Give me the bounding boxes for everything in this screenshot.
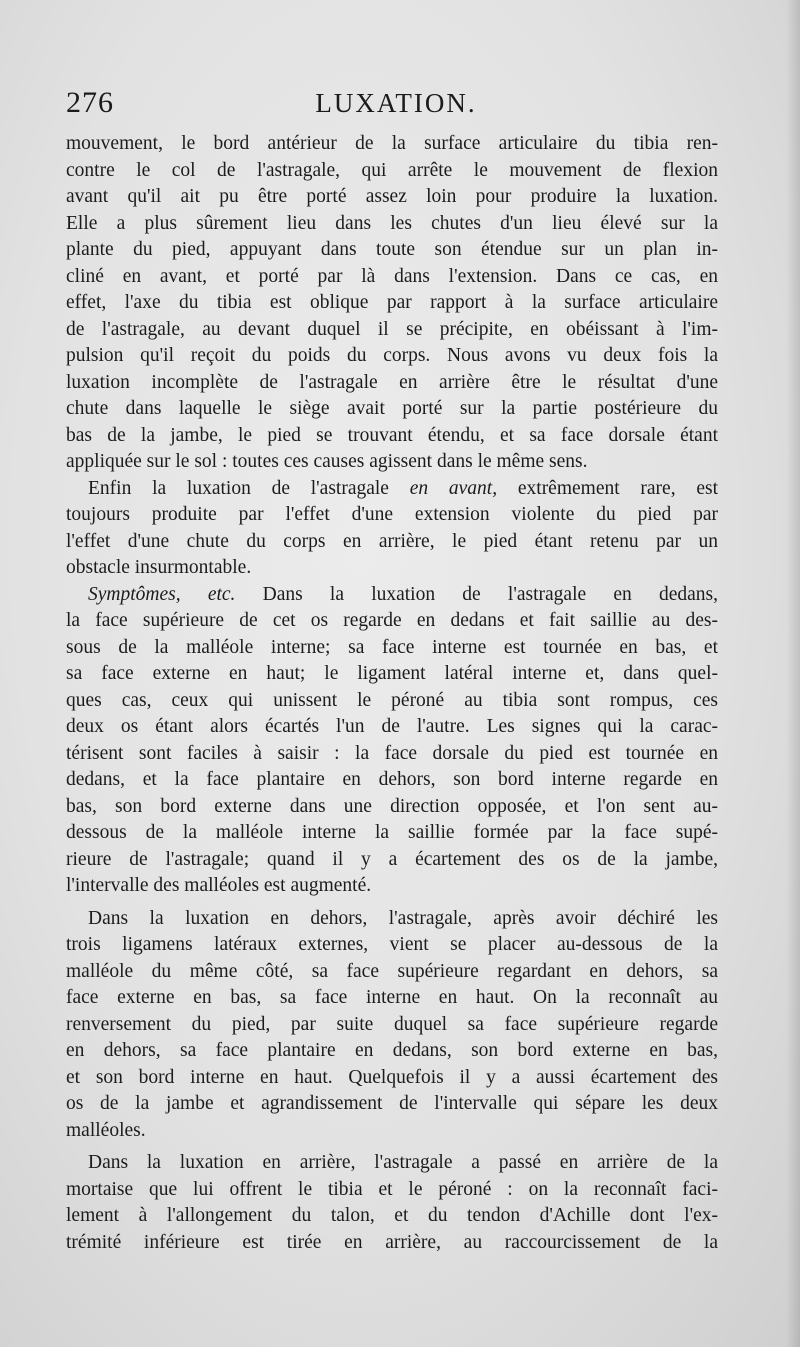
text-line: chute dans laquelle le siège avait porté sur la partie postérieure du <box>66 398 718 419</box>
section-heading-italic: Symptômes, etc. <box>88 583 236 605</box>
text-line: Dans la luxation en arrière, l'astragale a passé en arrière de la <box>88 1152 718 1173</box>
text-line: effet, l'axe du tibia est oblique par rapport à la surface articulaire <box>66 292 718 313</box>
text-line: de l'astragale, au devant duquel il se précipite, en obéissant à l'im- <box>66 318 718 340</box>
text-line: appliquée sur le sol : toutes ces causes agissent dans le même sens. <box>66 451 588 472</box>
text-line: toujours produite par l'effet d'une extension violente du pied par <box>66 504 718 525</box>
text-line: l'effet d'une chute du corps en arrière, le pied étant retenu par un <box>66 530 718 552</box>
text-line: cliné en avant, et porté par là dans l'extension. Dans ce cas, en <box>66 265 718 287</box>
text-line: mortaise que lui offrent le tibia et le péroné : on la reconnaît faci- <box>66 1178 718 1200</box>
page-number: 276 <box>66 86 114 119</box>
text-line: avant qu'il ait pu être porté assez loin pour produire la luxation. <box>66 186 718 207</box>
text-line: l'intervalle des malléoles est augmenté. <box>66 875 372 896</box>
text-line: ques cas, ceux qui unissent le péroné au tibia sont rompus, ces <box>66 689 718 711</box>
text-line: luxation incomplète de l'astragale en arrière être le résultat d'une <box>66 371 718 393</box>
paragraph-1 <box>66 131 718 476</box>
text-line: trois ligamens latéraux externes, vient se placer au-dessous de la <box>66 934 718 955</box>
running-title: LUXATION. <box>315 88 477 118</box>
text-line: sous de la malléole interne; sa face interne est tournée en bas, et <box>66 636 718 658</box>
text-line: malléoles. <box>66 1119 146 1141</box>
text-span: Enfin la luxation de l'astragale <box>88 477 410 499</box>
text-line: Dans la luxation en dehors, l'astragale, après avoir déchiré les <box>88 907 718 929</box>
text-line: contre le col de l'astragale, qui arrête le mouvement de flexion <box>66 159 718 181</box>
text-line: dessous de la malléole interne la saillie formée par la face supé- <box>66 822 718 843</box>
text-line: os de la jambe et agrandissement de l'intervalle qui sépare les deux <box>66 1093 718 1114</box>
text-line: obstacle insurmontable. <box>66 557 252 578</box>
text-line: bas, son bord externe dans une direction opposée, et l'on sent au- <box>66 795 718 817</box>
text-line: renversement du pied, par suite duquel sa face supérieure regarde <box>66 1013 718 1035</box>
text-line: deux os étant alors écartés l'un de l'autre. Les signes qui la carac- <box>66 716 718 737</box>
text-line: mouvement, le bord antérieur de la surface articulaire du tibia ren- <box>66 133 718 154</box>
text-line <box>66 582 718 609</box>
text-line: dedans, et la face plantaire en dehors, son bord interne regarde en <box>66 769 718 790</box>
paragraph-2 <box>66 476 718 582</box>
text-span: extrêmement rare, est <box>497 477 719 499</box>
text-line <box>66 476 718 503</box>
text-span: Dans la luxation de l'astragale en dedans, <box>235 583 718 605</box>
text-line: sa face externe en haut; le ligament latéral interne et, dans quel- <box>66 663 718 684</box>
text-line: trémité inférieure est tirée en arrière, au raccourcissement de la <box>66 1231 718 1253</box>
text-line: plante du pied, appuyant dans toute son étendue sur un plan in- <box>66 239 718 260</box>
paragraph-5 <box>66 1150 718 1256</box>
text-line: la face supérieure de cet os regarde en dedans et fait saillie au des- <box>66 610 718 631</box>
text-line: térisent sont faciles à saisir : la face dorsale du pied est tournée en <box>66 742 718 764</box>
text-line: en dehors, sa face plantaire en dedans, son bord externe en bas, <box>66 1040 718 1061</box>
text-line: pulsion qu'il reçoit du poids du corps. Nous avons vu deux fois la <box>66 345 718 366</box>
italic-phrase: en avant, <box>409 477 498 499</box>
paragraph-3 <box>66 582 718 900</box>
text-line: lement à l'allongement du talon, et du tendon d'Achille dont l'ex- <box>66 1205 718 1226</box>
body-text <box>66 131 718 1256</box>
text-line: bas de la jambe, le pied se trouvant étendu, et sa face dorsale étant <box>66 424 718 446</box>
page-edge-shadow <box>786 0 800 1347</box>
text-line: rieure de l'astragale; quand il y a écartement des os de la jambe, <box>66 848 718 870</box>
text-line: malléole du même côté, sa face supérieure regardant en dehors, sa <box>66 960 718 982</box>
page-header <box>66 86 726 126</box>
paragraph-4 <box>66 906 718 1145</box>
text-line: et son bord interne en haut. Quelquefois il y a aussi écartement des <box>66 1066 718 1088</box>
text-line: face externe en bas, sa face interne en haut. On la reconnaît au <box>66 987 718 1008</box>
text-line: Elle a plus sûrement lieu dans les chutes d'un lieu élevé sur la <box>66 212 718 234</box>
